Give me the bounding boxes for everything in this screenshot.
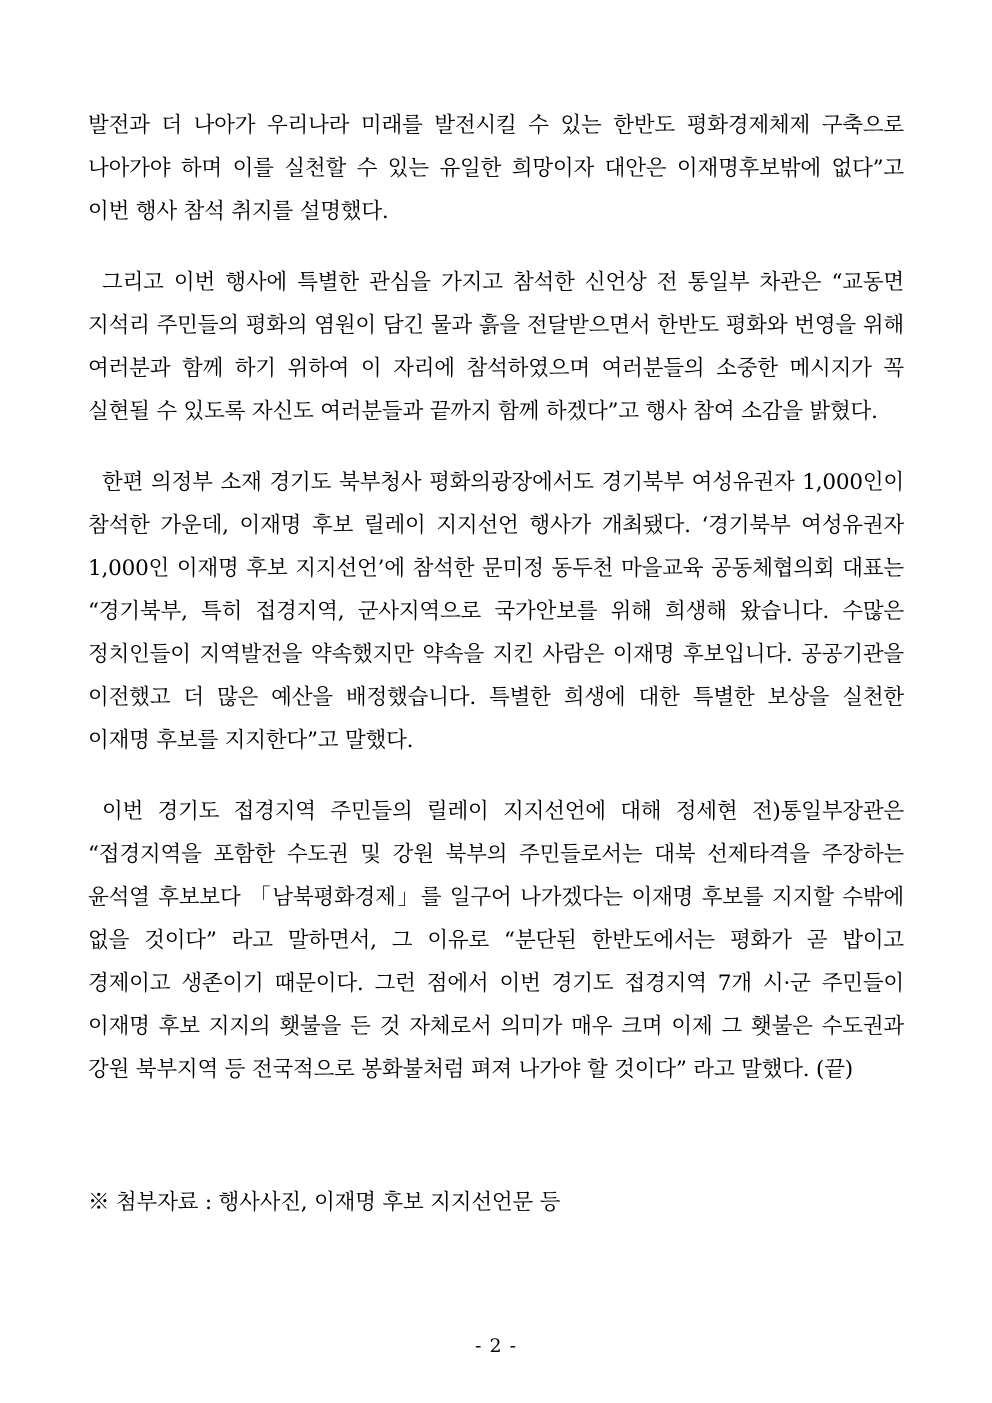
paragraph-2: 그리고 이번 행사에 특별한 관심을 가지고 참석한 신언상 전 통일부 차관은 “교동면 지석리 주민들의 평화의 염원이 담긴 물과 흙을 전달받으면서 한반도 평화와 번영을 위해 여러분과 함께 하기 위하여 이 자리에 참석하였으며 여러분들의 소중한 메시지가 꼭 실현될 수 있도록 자신도 여러분들과 끝까지 함께 하겠다”고 행사 참여 소감을 밝혔다.	[88, 270, 904, 424]
attachment-spacer	[88, 1119, 904, 1181]
paragraph-3: 한편 의정부 소재 경기도 북부청사 평화의광장에서도 경기북부 여성유권자 1,000인이 참석한 가운데, 이재명 후보 릴레이 지지선언 행사가 개최됐다. ‘경기북부 여성유권자 1,000인 이재명 후보 지지선언’에 참석한 문미정 동두천 마을교육 공동체협의회 대표는 “경기북부, 특히 접경지역, 군사지역으로 국가안보를 위해 희생해 왔습니다. 수많은 정치인들이 지역발전을 약속했지만 약속을 지킨 사람은 이재명 후보입니다. 공공기관을 이전했고 더 많은 예산을 배정했습니다. 특별한 희생에 대한 특별한 보상을 실천한 이재명 후보를 지지한다”고 말했다.	[88, 470, 904, 753]
document-body	[88, 104, 904, 1224]
attachment-note: ※ 첨부자료 : 행사사진, 이재명 후보 지지선언문 등	[88, 1190, 561, 1215]
paragraph-4: 이번 경기도 접경지역 주민들의 릴레이 지지선언에 대해 정세현 전)통일부장관은 “접경지역을 포함한 수도권 및 강원 북부의 주민들로서는 대북 선제타격을 주장하는 윤석열 후보보다 「남북평화경제」를 일구어 나가겠다는 이재명 후보를 지지할 수밖에 없을 것이다” 라고 말하면서, 그 이유로 “분단된 한반도에서는 평화가 곧 밥이고 경제이고 생존이기 때문이다. 그런 점에서 이번 경기도 접경지역 7개 시·군 주민들이 이재명 후보 지지의 횃불을 든 것 자체로서 의미가 매우 크며 이제 그 횃불은 수도권과 강원 북부지역 등 전국적으로 봉화불처럼 펴져 나가야 할 것이다” 라고 말했다. (끝)	[88, 799, 904, 1082]
page-number: - 2 -	[474, 1335, 517, 1357]
paragraph-1: 발전과 더 나아가 우리나라 미래를 발전시킬 수 있는 한반도 평화경제체제 구축으로 나아가야 하며 이를 실천할 수 있는 유일한 희망이자 대안은 이재명후보밖에 없다”고 이번 행사 참석 취지를 설명했다.	[88, 113, 904, 224]
